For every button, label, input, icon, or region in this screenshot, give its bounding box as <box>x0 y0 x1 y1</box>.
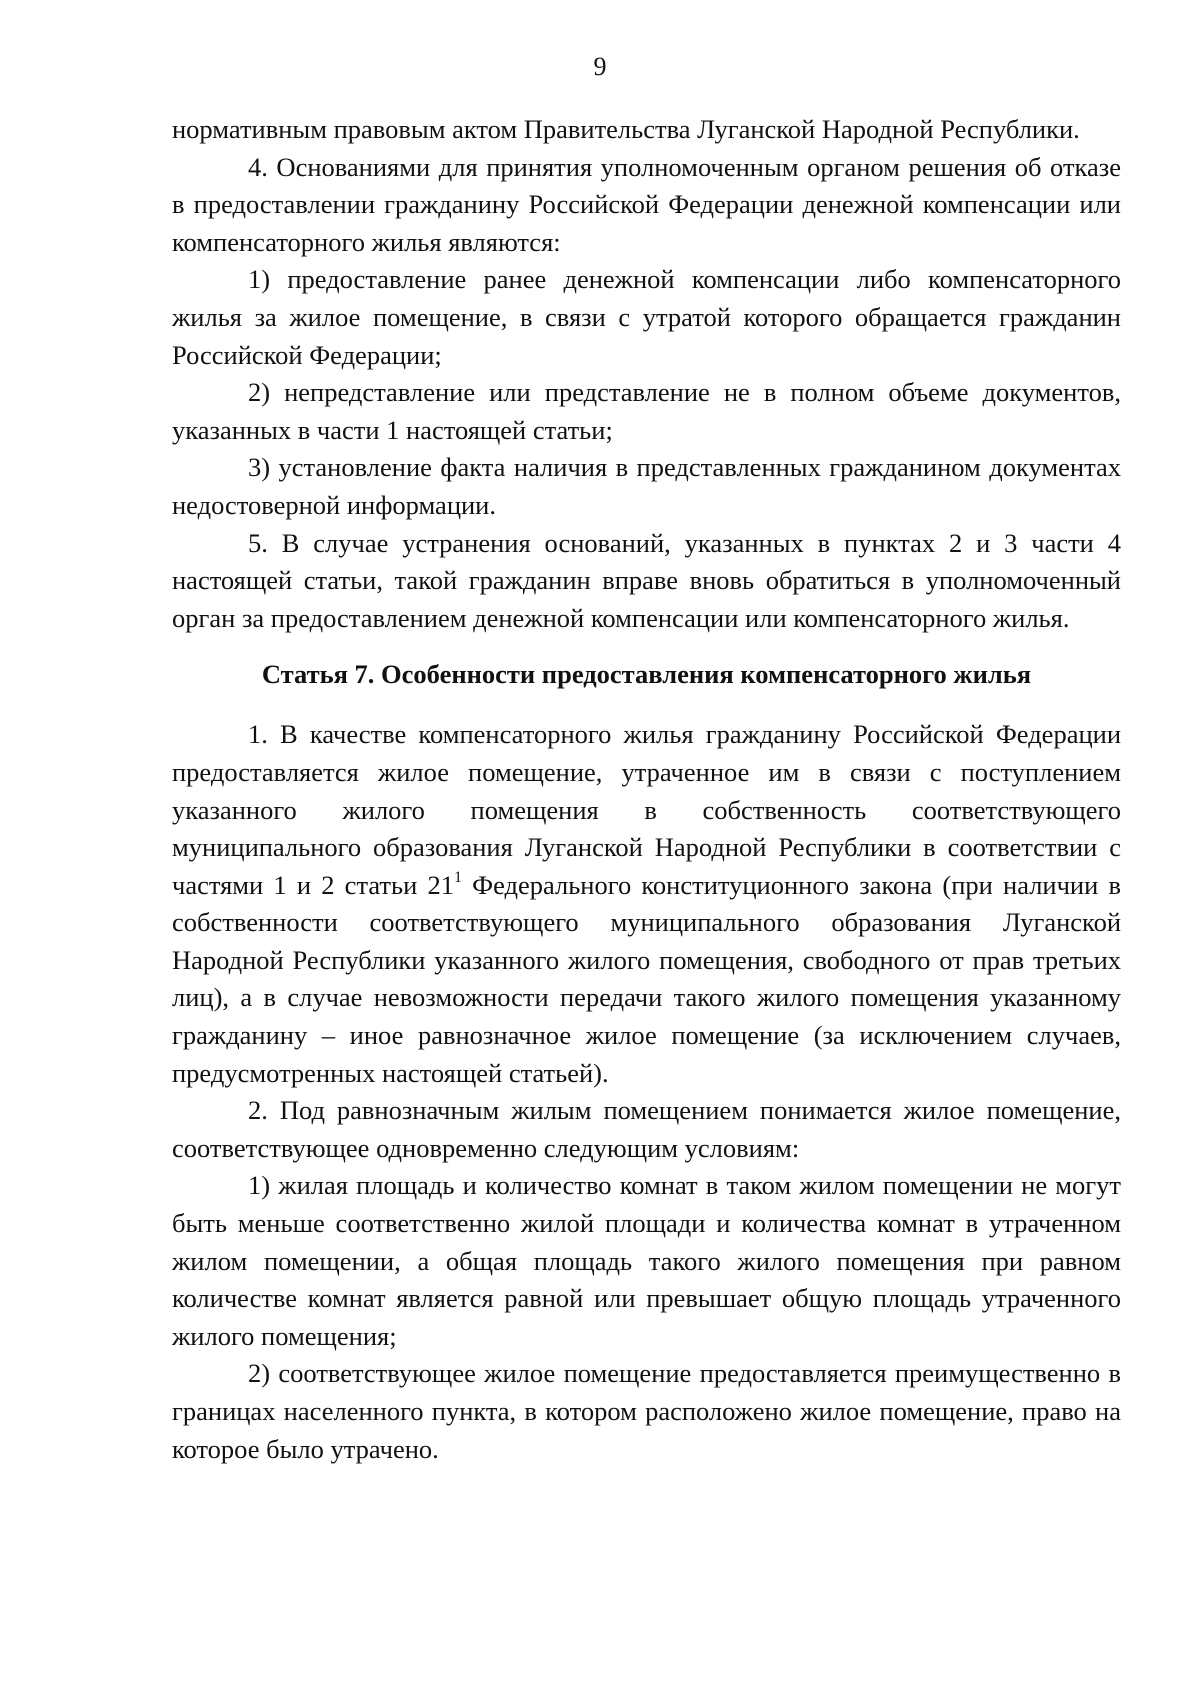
article-heading: Статья 7. Особенности предоставления компенсаторного жилья <box>261 659 1032 690</box>
paragraph-item-3: 3) установление факта наличия в представленных гражданином документах недостоверной информации. <box>172 452 1121 520</box>
paragraph-condition-1: 1) жилая площадь и количество комнат в таком жилом помещении не могут быть меньше соответственно жилой площади и количества комнат в утраченном жилом помещении, а общая площадь такого жилого помещения при равном количестве комнат является равной или превышает общую площадь утраченного жилого помещения; <box>172 1170 1121 1351</box>
paragraph-part-4: 4. Основаниями для принятия уполномоченным органом решения об отказе в предоставлении гражданину Российской Федерации денежной компенсации или компенсаторного жилья являются: <box>172 151 1121 257</box>
page-number: 9 <box>593 52 607 81</box>
document-body <box>172 111 1121 1468</box>
paragraph-text-start: 1. В качестве компенсаторного жилья гражданину Российской Федерации предоставляется жилое помещение, утраченное им в связи с поступлением указанного жилого помещения в собственность соответствующего муниципального образования Луганской Народной Республики в соответствии с частями 1 и 2 статьи 21 <box>172 719 1121 900</box>
superscript: 1 <box>453 868 462 886</box>
paragraph-article7-part-1 <box>172 716 1121 1092</box>
paragraph-article7-part-2: 2. Под равнозначным жилым помещением понимается жилое помещение, соответствующее одновременно следующим условиям: <box>172 1095 1121 1163</box>
paragraph-part-5: 5. В случае устранения оснований, указанных в пунктах 2 и 3 части 4 настоящей статьи, такой гражданин вправе вновь обратиться в уполномоченный орган за предоставлением денежной компенсации или компенсаторного жилья. <box>172 527 1121 633</box>
paragraph-item-1: 1) предоставление ранее денежной компенсации либо компенсаторного жилья за жилое помещение, в связи с утратой которого обращается гражданин Российской Федерации; <box>172 264 1121 370</box>
paragraph-condition-2: 2) соответствующее жилое помещение предоставляется преимущественно в границах населенного пункта, в котором расположено жилое помещение, право на которое было утрачено. <box>172 1358 1121 1464</box>
paragraph-text-end: Федерального конституционного закона (при наличии в собственности соответствующего муниципального образования Луганской Народной Республики указанного жилого помещения, свободного от прав третьих лиц), а в случае невозможности передачи такого жилого помещения указанному гражданину – иное равнозначное жилое помещение (за исключением случаев, предусмотренных настоящей статьей). <box>172 869 1121 1088</box>
paragraph-continuation: нормативным правовым актом Правительства Луганской Народной Республики. <box>172 114 1080 144</box>
paragraph-item-2: 2) непредставление или представление не в полном объеме документов, указанных в части 1 настоящей статьи; <box>172 377 1121 445</box>
